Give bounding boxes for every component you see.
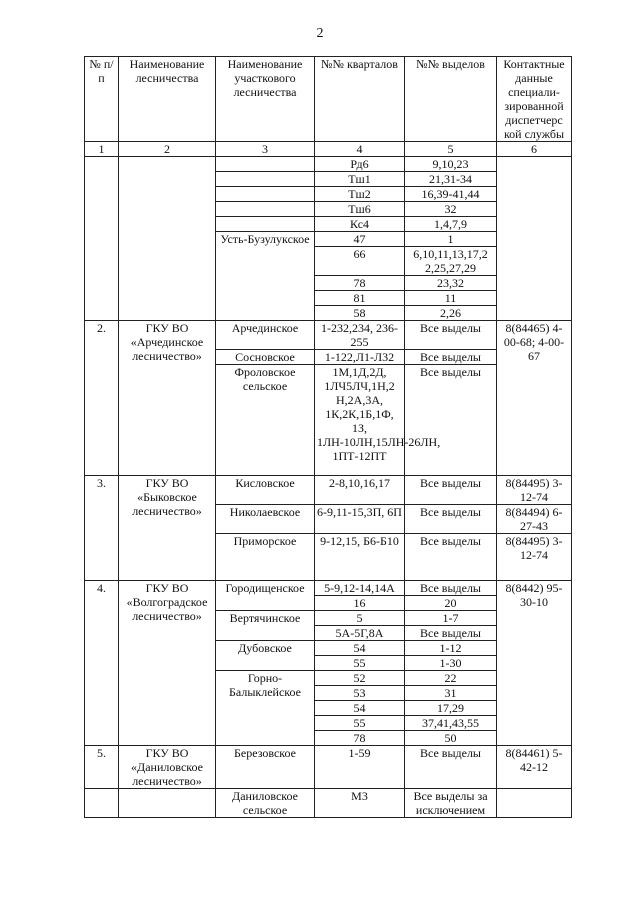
quarter-cell: Кс4 [315, 217, 405, 232]
row-number: 2. [85, 321, 119, 476]
table-row [85, 157, 572, 172]
allotment-cell: 21,31-34 [405, 172, 497, 187]
column-number-row [85, 142, 572, 157]
forestry-cell: ГКУ ВО «Даниловское лесничество» [119, 746, 216, 789]
quarter-cell: Тш6 [315, 202, 405, 217]
allotment-cell: Все выделы за исключением [405, 789, 497, 818]
allotment-cell: Все выделы [405, 321, 497, 350]
quarter-cell: 1-59 [315, 746, 405, 789]
district-forestry-cell: Кисловское [216, 476, 315, 505]
row-number: 5. [85, 746, 119, 789]
quarter-cell: 6-9,11-15,3П, 6П [315, 505, 405, 534]
table-row [85, 476, 572, 505]
allotment-cell: 37,41,43,55 [405, 716, 497, 731]
quarter-cell: 9-12,15, Б6-Б10 [315, 534, 405, 581]
contact-cell: 8(84465) 4-00-68; 4-00-67 [497, 321, 572, 476]
table-row [85, 789, 572, 818]
allotment-cell: Все выделы [405, 350, 497, 365]
district-forestry-cell: Николаевское [216, 505, 315, 534]
district-forestry-cell: Даниловское сельское [216, 789, 315, 818]
quarter-cell: М3 [315, 789, 405, 818]
allotment-cell: Все выделы [405, 534, 497, 581]
quarter-cell: 5-9,12-14,14А [315, 581, 405, 596]
contact-cell: 8(84495) 3-12-74 [497, 534, 572, 581]
quarter-cell: 53 [315, 686, 405, 701]
allotment-cell: Все выделы [405, 746, 497, 789]
quarter-cell: 5 [315, 611, 405, 626]
allotment-cell: Все выделы [405, 365, 497, 476]
header-contacts: Контактные данные специали-зированной диспетчерс кой службы [497, 57, 572, 142]
table-header-row [85, 57, 572, 142]
quarter-cell: 2-8,10,16,17 [315, 476, 405, 505]
table-row [85, 321, 572, 350]
allotment-cell: 1-7 [405, 611, 497, 626]
contact-cell: 8(84494) 6-27-43 [497, 505, 572, 534]
quarter-cell: 55 [315, 716, 405, 731]
allotment-cell: Все выделы [405, 476, 497, 505]
allotment-cell: 9,10,23 [405, 157, 497, 172]
allotment-cell: 50 [405, 731, 497, 746]
allotment-cell: 1-30 [405, 656, 497, 671]
quarter-cell: 16 [315, 596, 405, 611]
allotment-cell: 23,32 [405, 276, 497, 291]
district-forestry-cell: Приморское [216, 534, 315, 581]
page-number: 2 [316, 26, 324, 41]
allotment-cell: 22 [405, 671, 497, 686]
allotment-cell: Все выделы [405, 505, 497, 534]
forestry-cell: ГКУ ВО «Быковское лесничество» [119, 476, 216, 581]
forestry-cell: ГКУ ВО «Арчединское лесничество» [119, 321, 216, 476]
allotment-cell: 1-12 [405, 641, 497, 656]
column-number: 5 [405, 142, 497, 157]
quarter-cell: 5А-5Г,8А [315, 626, 405, 641]
row-number: 4. [85, 581, 119, 746]
quarter-cell: 78 [315, 731, 405, 746]
forestry-table [84, 56, 572, 818]
allotment-cell: 32 [405, 202, 497, 217]
quarter-cell: Тш2 [315, 187, 405, 202]
quarter-cell: 52 [315, 671, 405, 686]
header-forestry: Наименование лесничества [119, 57, 216, 142]
quarter-cell: 54 [315, 701, 405, 716]
contact-cell: 8(84461) 5-42-12 [497, 746, 572, 789]
row-number: 3. [85, 476, 119, 581]
allotment-cell: 31 [405, 686, 497, 701]
quarter-cell: 78 [315, 276, 405, 291]
district-forestry-cell: Фроловское сельское [216, 365, 315, 476]
contact-cell [497, 789, 572, 818]
district-forestry-cell: Вертячинское [216, 611, 315, 641]
allotment-cell: 1,4,7,9 [405, 217, 497, 232]
column-number: 4 [315, 142, 405, 157]
quarter-cell: 58 [315, 306, 405, 321]
allotment-cell: 1 [405, 232, 497, 247]
column-number: 1 [85, 142, 119, 157]
allotment-cell: 6,10,11,13,17,2 2,25,27,29 [405, 247, 497, 276]
quarter-cell: Рд6 [315, 157, 405, 172]
column-number: 2 [119, 142, 216, 157]
allotment-cell: 20 [405, 596, 497, 611]
header-district-forestry: Наименование участкового лесничества [216, 57, 315, 142]
allotment-cell: 17,29 [405, 701, 497, 716]
quarter-cell: Тш1 [315, 172, 405, 187]
forestry-cell: ГКУ ВО «Волгоградское лесничество» [119, 581, 216, 746]
header-number: № п/п [85, 57, 119, 142]
district-forestry-cell: Сосновское [216, 350, 315, 365]
quarter-cell: 47 [315, 232, 405, 247]
allotment-cell: 16,39-41,44 [405, 187, 497, 202]
quarter-cell: 54 [315, 641, 405, 656]
district-forestry-cell: Дубовское [216, 641, 315, 671]
header-quarters: №№ кварталов [315, 57, 405, 142]
quarter-cell: 81 [315, 291, 405, 306]
contact-cell: 8(84495) 3-12-74 [497, 476, 572, 505]
header-allotments: №№ выделов [405, 57, 497, 142]
district-forestry-cell: Городищенское [216, 581, 315, 611]
column-number: 6 [497, 142, 572, 157]
quarter-cell: 66 [315, 247, 405, 276]
table-row [85, 581, 572, 596]
district-forestry-cell: Усть-Бузулукское [216, 232, 315, 321]
district-forestry-cell: Арчединское [216, 321, 315, 350]
column-number: 3 [216, 142, 315, 157]
allotment-cell: 11 [405, 291, 497, 306]
allotment-cell: Все выделы [405, 581, 497, 596]
district-forestry-cell: Горно-Балыклейское [216, 671, 315, 746]
contact-cell: 8(8442) 95-30-10 [497, 581, 572, 746]
quarter-cell: 1М,1Д,2Д, 1ЛЧ5ЛЧ,1Н,2 Н,2А,3А, 1К,2К,1Б,1Ф, 1З, 1ЛН-10ЛН,15ЛН-26ЛН, 1ПТ-12ПТ [315, 365, 405, 476]
allotment-cell: 2,26 [405, 306, 497, 321]
quarter-cell: 55 [315, 656, 405, 671]
table-row [85, 746, 572, 789]
allotment-cell: Все выделы [405, 626, 497, 641]
quarter-cell: 1-122,Л1-Л32 [315, 350, 405, 365]
quarter-cell: 1-232,234, 236-255 [315, 321, 405, 350]
district-forestry-cell: Березовское [216, 746, 315, 789]
